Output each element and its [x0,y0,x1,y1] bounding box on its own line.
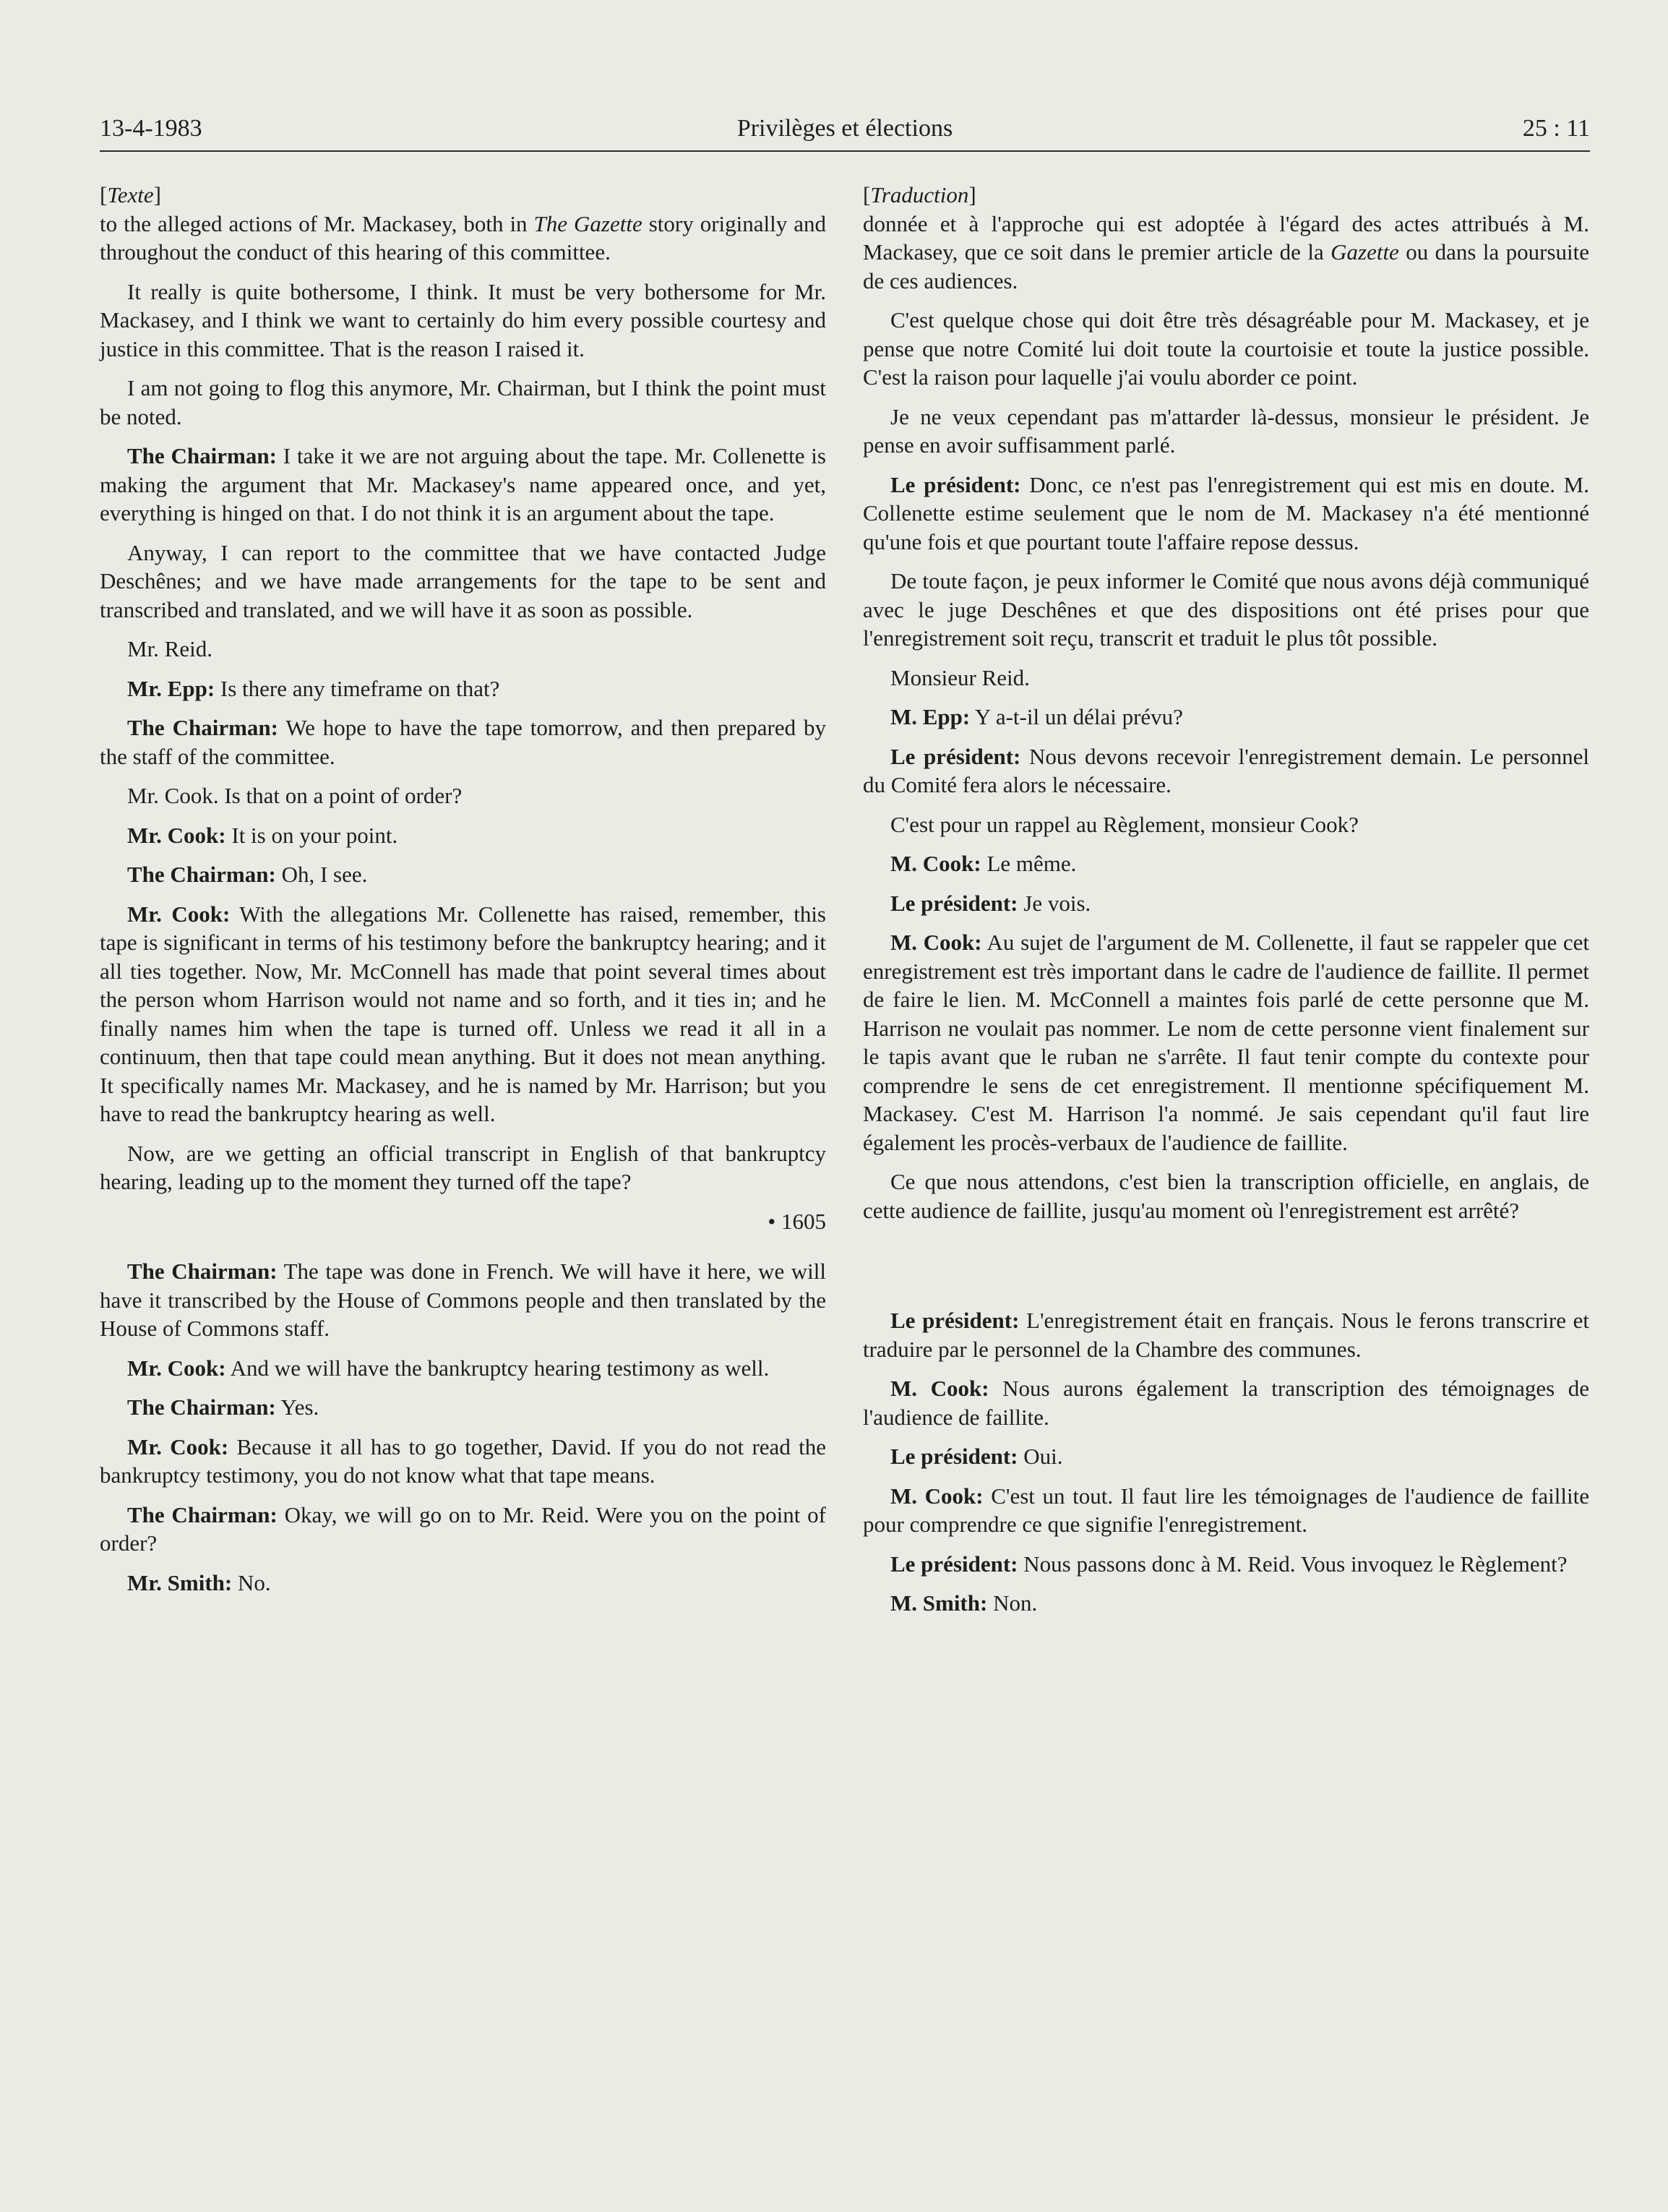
speaker-name: Mr. Cook: [127,901,231,927]
speaker-paragraph: M. Cook: Nous aurons également la transcription des témoignages de l'audience de faillite. [863,1376,1589,1430]
speaker-paragraph: M. Cook: C'est un tout. Il faut lire les témoignages de l'audience de faillite pour comprendre ce que signifie l'enregistrement. [863,1483,1589,1537]
speaker-paragraph: M. Smith: Non. [890,1590,1038,1616]
paragraph: De toute façon, je peux informer le Comité que nous avons déjà communiqué avec le juge Deschênes et que des dispositions ont été prises pour que l'enregistrement soit reçu, transcrit et traduit le plus tôt possible. [863,568,1589,651]
speaker-name: M. Cook: [890,851,981,876]
speaker-paragraph: The Chairman: We hope to have the tape tomorrow, and then prepared by the staff of the committee. [100,715,826,769]
speaker-name: Mr. Smith: [127,1569,233,1595]
speaker-name: Le président: [890,1308,1020,1333]
speaker-name: The Chairman: [127,1501,278,1527]
speaker-name: The Chairman: [127,715,278,740]
speaker-name: M. Cook: [890,930,982,955]
speaker-paragraph: The Chairman: Oh, I see. [127,862,368,887]
speaker-paragraph: The Chairman: Yes. [127,1394,319,1420]
paragraph: It really is quite bothersome, I think. It must be very bothersome for Mr. Mackasey, and I think we want to certainly do him every possible courtesy and justice in this committee. That is the reason I raised it. [100,278,826,361]
speaker-name: Mr. Cook: [127,822,226,848]
paragraph: Ce que nous attendons, c'est bien la transcription officielle, en anglais, de cette audience de faillite, jusqu'au moment où l'enregistrement est arrêté? [863,1169,1589,1223]
paragraph: Monsieur Reid. [890,664,1030,690]
paragraph: I am not going to flog this anymore, Mr. Chairman, but I think the point must be noted. [100,375,826,429]
speaker-name: M. Smith: [890,1590,988,1616]
paragraph: donnée et à l'approche qui est adoptée à l'égard des actes attribués à M. Mackasey, que ce soit dans le premier article de la Gazette ou dans la poursuite de ces audiences. [863,210,1589,293]
speaker-paragraph: Le président: Nous passons donc à M. Reid. Vous invoquez le Règlement? [890,1551,1568,1577]
paragraph: Now, are we getting an official transcript in English of that bankruptcy hearing, leading up to the moment they turned off the tape? [100,1140,826,1194]
paragraph: Mr. Reid. [127,636,212,661]
speaker-name: M. Epp: [890,704,971,729]
time-marker: • 1605 [768,1208,826,1234]
speaker-name: Mr. Cook: [127,1433,229,1459]
speaker-paragraph: Mr. Epp: Is there any timeframe on that? [127,675,500,701]
paragraph: Anyway, I can report to the committee that we have contacted Judge Deschênes; and we have made arrangements for the tape to be sent and transcribed and translated, and we will have it as soon as possible. [100,539,826,622]
speaker-paragraph: Le président: Nous devons recevoir l'enregistrement demain. Le personnel du Comité fera alors le nécessaire. [863,743,1590,797]
speaker-name: The Chairman: [127,1259,278,1284]
speaker-paragraph: M. Cook: Au sujet de l'argument de M. Collenette, il faut se rappeler que cet enregistrement est très important dans le cadre de l'audience de faillite. Il permet de faire le lien. M. McConnell a maintes fois parlé de cette personne que M. Harrison ne voulait pas nommer. Le nom de cette personne vient finalement sur le tapis avant que le ruban ne s'arrête. Il faut tenir compte du contexte pour comprendre le sens de cet enregistrement. Il mentionne spécifiquement M. Mackasey. C'est M. Harrison l'a nommé. Je sais cependant qu'il faut lire également les procès-verbaux de l'audience de faillite. [863,930,1589,1155]
speaker-paragraph: Mr. Cook: It is on your point. [127,822,398,848]
speaker-paragraph: Mr. Cook: And we will have the bankruptcy hearing testimony as well. [127,1355,770,1381]
speaker-paragraph: Mr. Smith: No. [127,1569,271,1595]
time-marker-spacer [863,1235,1589,1306]
speaker-name: Le président: [890,1444,1018,1469]
french-column [863,181,1589,1629]
speaker-paragraph: Mr. Cook: Because it all has to go together, David. If you do not read the bankruptcy testimony, you do not know what that tape means. [100,1433,827,1488]
speaker-name: Mr. Epp: [127,675,215,701]
speaker-paragraph: M. Cook: Le même. [890,851,1077,876]
english-column [100,181,826,1608]
speaker-name: The Chairman: [127,1394,276,1420]
speaker-paragraph: M. Epp: Y a-t-il un délai prévu? [890,704,1183,729]
speaker-name: Le président: [890,1551,1018,1577]
speaker-name: Le président: [890,890,1018,916]
paragraph: to the alleged actions of Mr. Mackasey, both in The Gazette story originally and throughout the conduct of this hearing of this committee. [100,210,826,265]
speaker-name: Le président: [890,471,1021,497]
speaker-name: The Chairman: [127,862,276,887]
speaker-paragraph: Le président: Je vois. [890,890,1091,916]
paragraph: Je ne veux cependant pas m'attarder là-dessus, monsieur le président. Je pense en avoir suffisamment parlé. [863,403,1589,458]
speaker-name: Le président: [890,743,1021,769]
page-header [100,107,1590,152]
speaker-name: The Chairman: [127,443,277,468]
speaker-paragraph: The Chairman: Okay, we will go on to Mr. Reid. Were you on the point of order? [100,1501,826,1556]
header-title: Privilèges et élections [736,115,953,142]
header-page-number: 25 : 11 [1522,115,1590,142]
speaker-name: M. Cook: [890,1376,989,1401]
speaker-paragraph: The Chairman: I take it we are not arguing about the tape. Mr. Collenette is making the argument that Mr. Mackasey's name appeared once, and yet, everything is hinged on that. I do not think it is an argument about the tape. [100,443,826,526]
speaker-paragraph: Le président: Oui. [890,1444,1063,1469]
speaker-name: M. Cook: [890,1483,984,1509]
paragraph: Mr. Cook. Is that on a point of order? [127,783,463,808]
speaker-name: Mr. Cook: [127,1355,226,1381]
speaker-paragraph: Le président: L'enregistrement était en français. Nous le ferons transcrire et traduire par le personnel de la Chambre des communes. [863,1308,1590,1362]
column-label: [Texte] [100,182,161,207]
header-rule [100,150,1590,152]
paragraph: C'est pour un rappel au Règlement, monsieur Cook? [890,811,1359,837]
paragraph: C'est quelque chose qui doit être très désagréable pour M. Mackasey, et je pense que notre Comité lui doit toute la courtoisie et toute la justice possible. C'est la raison pour laquelle j'ai voulu aborder ce point. [863,307,1589,390]
header-date: 13-4-1983 [100,115,202,142]
speaker-paragraph: Le président: Donc, ce n'est pas l'enregistrement qui est mis en doute. M. Collenette estime seulement que le nom de M. Mackasey n'a été mentionné qu'une fois et que pourtant toute l'affaire repose dessus. [863,471,1589,554]
speaker-paragraph: Mr. Cook: With the allegations Mr. Collenette has raised, remember, this tape is significant in terms of his testimony before the bankruptcy hearing; and it all ties together. Now, Mr. McConnell has made that point several times about the person whom Harrison would not name and so forth, and it ties in; and he finally names him when the tape is turned off. Unless we read it all in a continuum, then that tape could mean anything. But it does not mean anything. It specifically names Mr. Mackasey, and he is named by Mr. Harrison; but you have to read the bankruptcy hearing as well. [100,901,827,1126]
speaker-paragraph: The Chairman: The tape was done in French. We will have it here, we will have it transcribed by the House of Commons people and then translated by the House of Commons staff. [100,1259,826,1341]
column-label: [Traduction] [863,182,976,207]
